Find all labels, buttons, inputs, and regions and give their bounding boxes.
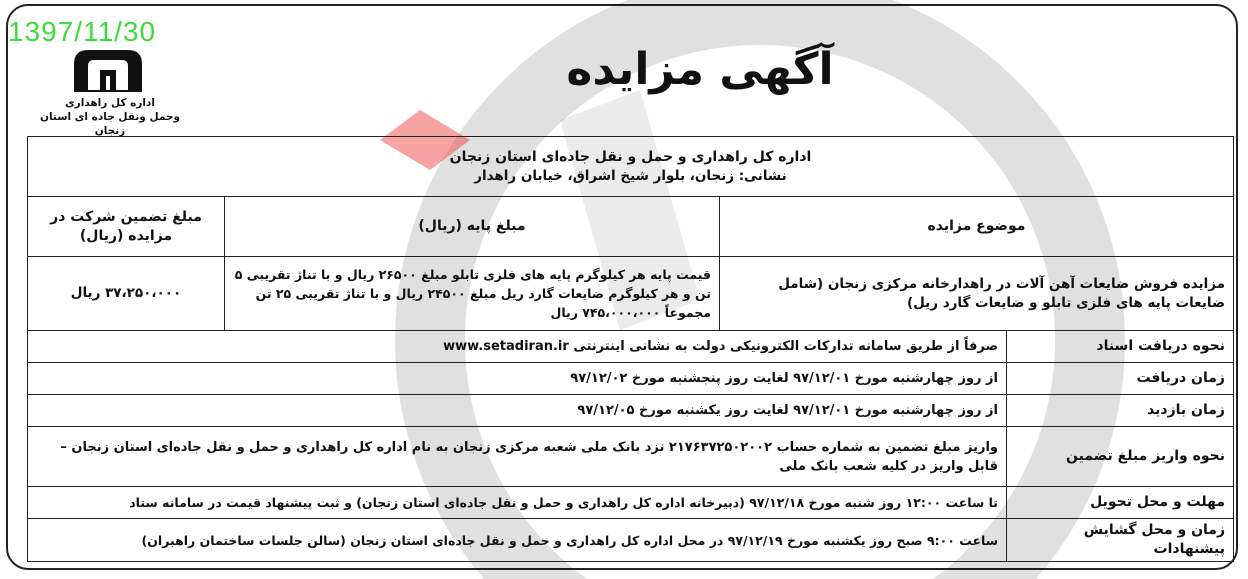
- logo-caption: [35, 96, 185, 138]
- column-base-price: مبلغ پایه (ریال): [225, 197, 720, 257]
- page-title: آگهی مزایده: [566, 44, 834, 95]
- item-base-price: قیمت پایه هر کیلوگرم پایه های فلزی تابلو مبلغ ۲۶۵۰۰ ریال و با تناژ تقریبی ۵ تن و هر کیلوگرم ضایعات گارد ریل مبلغ ۲۴۵۰۰ ریال و با تناژ تقریبی ۲۵ تن مجموعاً ۷۴۵،۰۰۰،۰۰۰ ریال: [225, 257, 720, 331]
- row-label: مهلت و محل تحویل: [1007, 487, 1234, 519]
- row-value: تا ساعت ۱۲:۰۰ روز شنبه مورخ ۹۷/۱۲/۱۸ (دبیرخانه اداره کل راهداری و حمل و نقل جاده‌ای استان زنجان) و ثبت پیشنهاد قیمت در سامانه ستاد: [28, 487, 1007, 519]
- row-value: واریز مبلغ تضمین به شماره حساب ۲۱۷۶۳۷۲۵۰۲۰۰۲ نزد بانک ملی شعبه مرکزی زنجان به نام اداره کل راهداری و حمل و نقل جاده‌ای استان زنجان – قابل واریز در کلیه شعب بانک ملی: [28, 427, 1007, 487]
- row-value: ساعت ۹:۰۰ صبح روز یکشنبه مورخ ۹۷/۱۲/۱۹ در محل اداره کل راهداری و حمل و نقل جاده‌ای استان زنجان (سالن جلسات ساختمان راهبران): [28, 519, 1007, 562]
- column-guarantee: مبلغ تضمین شرکت در مزایده (ریال): [28, 197, 225, 257]
- auction-table: [27, 136, 1234, 562]
- row-label: نحوه دریافت اسناد: [1007, 331, 1234, 363]
- row-label: زمان دریافت: [1007, 363, 1234, 395]
- item-subject: مزایده فروش ضایعات آهن آلات در راهدارخانه مرکزی زنجان (شامل ضایعات پایه های فلزی تابلو و ضایعات گارد ریل): [720, 257, 1234, 331]
- row-value: صرفاً از طریق سامانه تدارکات الکترونیکی دولت به نشانی اینترنتی www.setadiran.ir: [28, 331, 1007, 363]
- column-subject: موضوع مزایده: [720, 197, 1234, 257]
- organization-name: اداره کل راهداری و حمل و نقل جاده‌ای استان زنجان: [449, 148, 812, 165]
- logo-caption-line: وحمل ونقل جاده ای استان زنجان: [40, 111, 180, 137]
- row-label: نحوه واریز مبلغ تضمین: [1007, 427, 1234, 487]
- row-value: از روز چهارشنبه مورخ ۹۷/۱۲/۰۱ لغایت روز یکشنبه مورخ ۹۷/۱۲/۰۵: [28, 395, 1007, 427]
- row-label: زمان بازدید: [1007, 395, 1234, 427]
- stamp-date: 1397/11/30: [8, 16, 157, 47]
- organization-header: [28, 137, 1234, 197]
- row-value: از روز چهارشنبه مورخ ۹۷/۱۲/۰۱ لغایت روز پنجشنبه مورخ ۹۷/۱۲/۰۲: [28, 363, 1007, 395]
- item-guarantee: ۳۷،۲۵۰،۰۰۰ ریال: [28, 257, 225, 331]
- logo-caption-line: اداره کل راهداری: [65, 97, 155, 109]
- organization-logo-icon: [70, 46, 146, 94]
- row-label: زمان و محل گشایش پیشنهادات: [1007, 519, 1234, 562]
- organization-address: نشانی: زنجان، بلوار شیخ اشراق، خیابان راهدار: [474, 167, 787, 184]
